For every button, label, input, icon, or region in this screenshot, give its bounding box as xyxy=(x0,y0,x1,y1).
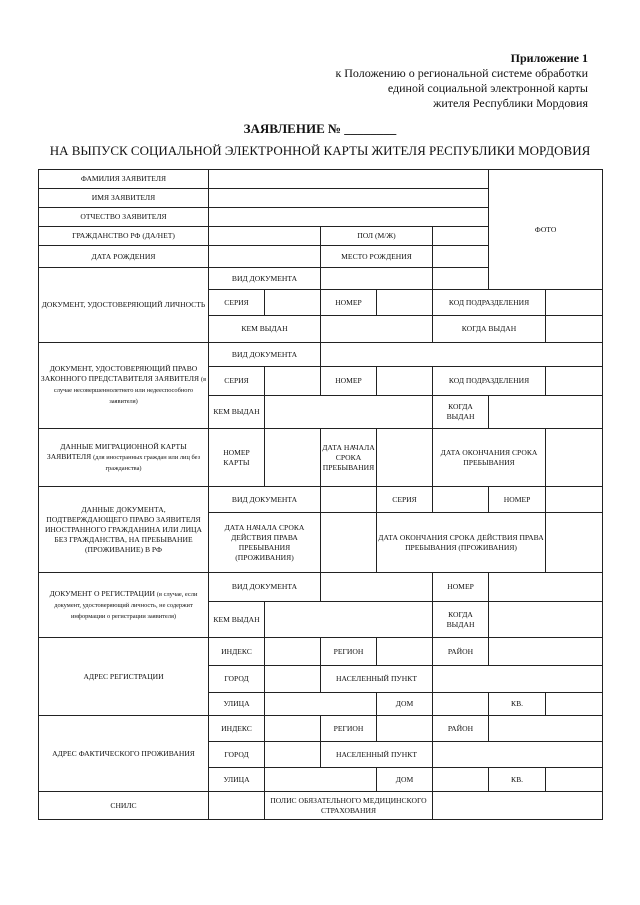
reg-street-field[interactable] xyxy=(265,693,377,716)
right-end-label: ДАТА ОКОНЧАНИЯ СРОКА ДЕЙСТВИЯ ПРАВА ПРЕБЫВАНИЯ (ПРОЖИВАНИЯ) xyxy=(377,513,546,573)
foreign-doc-type-field[interactable] xyxy=(321,487,377,513)
id-issued-by-label: КЕМ ВЫДАН xyxy=(209,316,321,343)
registration-document-label xyxy=(39,573,209,638)
reg-apt-label: КВ. xyxy=(489,693,546,716)
rep-number-field[interactable] xyxy=(377,367,433,396)
rep-dept-code-field[interactable] xyxy=(546,367,603,396)
rep-dept-code-label: КОД ПОДРАЗДЕЛЕНИЯ xyxy=(433,367,546,396)
birth-date-label: ДАТА РОЖДЕНИЯ xyxy=(39,246,209,268)
id-issued-by-field[interactable] xyxy=(321,316,433,343)
name-field[interactable] xyxy=(209,189,489,208)
right-start-label: ДАТА НАЧАЛА СРОКА ДЕЙСТВИЯ ПРАВА ПРЕБЫВАНИЯ (ПРОЖИВАНИЯ) xyxy=(209,513,321,573)
rep-issued-when-label: КОГДА ВЫДАН xyxy=(433,396,489,429)
id-dept-code-label: КОД ПОДРАЗДЕЛЕНИЯ xyxy=(433,290,546,316)
id-issued-when-field[interactable] xyxy=(546,316,603,343)
appendix-line-1: к Положению о региональной системе обработки xyxy=(335,66,588,80)
reg-doc-note: (в случае, если документ, удостоверяющий личность, не содержит информации о регистрации заявителя) xyxy=(54,590,198,620)
rep-number-label: НОМЕР xyxy=(321,367,377,396)
reg-doc-type-label: ВИД ДОКУМЕНТА xyxy=(209,573,321,602)
birth-place-label: МЕСТО РОЖДЕНИЯ xyxy=(321,246,433,268)
rep-doc-type-label: ВИД ДОКУМЕНТА xyxy=(209,343,321,367)
migration-title: ДАННЫЕ МИГРАЦИОННОЙ КАРТЫ ЗАЯВИТЕЛЯ xyxy=(46,441,187,461)
representative-document-label xyxy=(39,343,209,429)
reg-issued-by-field[interactable] xyxy=(265,602,433,638)
fact-house-field[interactable] xyxy=(433,768,489,792)
fact-apt-label: КВ. xyxy=(489,768,546,792)
foreign-series-field[interactable] xyxy=(433,487,489,513)
reg-number-field[interactable] xyxy=(489,573,603,602)
stay-end-field[interactable] xyxy=(546,429,603,487)
citizenship-field[interactable] xyxy=(209,227,321,246)
snils-field[interactable] xyxy=(209,792,265,820)
reg-index-field[interactable] xyxy=(265,638,321,666)
fact-region-label: РЕГИОН xyxy=(321,716,377,742)
surname-label: ФАМИЛИЯ ЗАЯВИТЕЛЯ xyxy=(39,170,209,189)
foreign-series-label: СЕРИЯ xyxy=(377,487,433,513)
reg-city-label: ГОРОД xyxy=(209,666,265,693)
fact-apt-field[interactable] xyxy=(546,768,603,792)
id-dept-code-field[interactable] xyxy=(546,290,603,316)
application-form-table xyxy=(38,169,603,820)
patronymic-field[interactable] xyxy=(209,208,489,227)
id-series-field[interactable] xyxy=(265,290,321,316)
surname-field[interactable] xyxy=(209,170,489,189)
rep-doc-type-field[interactable] xyxy=(321,343,603,367)
reg-issued-by-label: КЕМ ВЫДАН xyxy=(209,602,265,638)
appendix-line-2: единой социальной электронной карты xyxy=(387,81,588,95)
reg-index-label: ИНДЕКС xyxy=(209,638,265,666)
actual-address-label: АДРЕС ФАКТИЧЕСКОГО ПРОЖИВАНИЯ xyxy=(39,716,209,792)
fact-settlement-field[interactable] xyxy=(433,742,603,768)
statement-subject: НА ВЫПУСК СОЦИАЛЬНОЙ ЭЛЕКТРОННОЙ КАРТЫ ЖИТЕЛЯ РЕСПУБЛИКИ МОРДОВИЯ xyxy=(49,143,591,158)
reg-settlement-field[interactable] xyxy=(433,666,603,693)
fact-house-label: ДОМ xyxy=(377,768,433,792)
birth-place-field[interactable] xyxy=(433,246,489,268)
rep-series-label: СЕРИЯ xyxy=(209,367,265,396)
reg-district-field[interactable] xyxy=(489,638,603,666)
id-document-label: ДОКУМЕНТ, УДОСТОВЕРЯЮЩИЙ ЛИЧНОСТЬ xyxy=(39,268,209,343)
reg-region-field[interactable] xyxy=(377,638,433,666)
appendix-line-3: жителя Республики Мордовия xyxy=(433,96,588,110)
fact-city-field[interactable] xyxy=(265,742,321,768)
foreign-number-label: НОМЕР xyxy=(489,487,546,513)
fact-street-label: УЛИЦА xyxy=(209,768,265,792)
rep-issued-by-field[interactable] xyxy=(265,396,433,429)
fact-district-field[interactable] xyxy=(489,716,603,742)
appendix-header xyxy=(335,51,588,111)
fact-district-label: РАЙОН xyxy=(433,716,489,742)
patronymic-label: ОТЧЕСТВО ЗАЯВИТЕЛЯ xyxy=(39,208,209,227)
name-label: ИМЯ ЗАЯВИТЕЛЯ xyxy=(39,189,209,208)
oms-field[interactable] xyxy=(433,792,603,820)
reg-apt-field[interactable] xyxy=(546,693,603,716)
fact-city-label: ГОРОД xyxy=(209,742,265,768)
reg-region-label: РЕГИОН xyxy=(321,638,377,666)
appendix-number: Приложение 1 xyxy=(510,51,588,65)
reg-number-label: НОМЕР xyxy=(433,573,489,602)
birth-date-field[interactable] xyxy=(209,246,321,268)
id-series-label: СЕРИЯ xyxy=(209,290,265,316)
registration-address-label: АДРЕС РЕГИСТРАЦИИ xyxy=(39,638,209,716)
fact-index-label: ИНДЕКС xyxy=(209,716,265,742)
snils-label: СНИЛС xyxy=(39,792,209,820)
reg-house-label: ДОМ xyxy=(377,693,433,716)
id-issued-when-label: КОГДА ВЫДАН xyxy=(433,316,546,343)
migration-card-label xyxy=(39,429,209,487)
id-doc-type-label: ВИД ДОКУМЕНТА xyxy=(209,268,321,290)
sex-field[interactable] xyxy=(433,227,489,246)
migration-note: (для иностранных граждан или лиц без гражданства) xyxy=(93,453,201,472)
card-number-field[interactable] xyxy=(265,429,321,487)
fact-settlement-label: НАСЕЛЕННЫЙ ПУНКТ xyxy=(321,742,433,768)
reg-street-label: УЛИЦА xyxy=(209,693,265,716)
statement-title: ЗАЯВЛЕНИЕ № ________ xyxy=(243,121,397,136)
id-number-field[interactable] xyxy=(377,290,433,316)
reg-city-field[interactable] xyxy=(265,666,321,693)
reg-issued-when-label: КОГДА ВЫДАН xyxy=(433,602,489,638)
reg-house-field[interactable] xyxy=(433,693,489,716)
fact-region-field[interactable] xyxy=(377,716,433,742)
reg-issued-when-field[interactable] xyxy=(489,602,603,638)
fact-street-field[interactable] xyxy=(265,768,377,792)
foreign-doc-type-label: ВИД ДОКУМЕНТА xyxy=(209,487,321,513)
sex-label: ПОЛ (М/Ж) xyxy=(321,227,433,246)
rep-issued-when-field[interactable] xyxy=(489,396,603,429)
right-end-field[interactable] xyxy=(546,513,603,573)
photo-label: ФОТО xyxy=(534,224,557,234)
id-number-label: НОМЕР xyxy=(321,290,377,316)
stay-end-label: ДАТА ОКОНЧАНИЯ СРОКА ПРЕБЫВАНИЯ xyxy=(433,429,546,487)
reg-doc-type-field[interactable] xyxy=(321,573,433,602)
rep-issued-by-label: КЕМ ВЫДАН xyxy=(209,396,265,429)
foreign-number-field[interactable] xyxy=(546,487,603,513)
rep-doc-title: ДОКУМЕНТ, УДОСТОВЕРЯЮЩИЙ ПРАВО ЗАКОННОГО ПРЕДСТАВИТЕЛЯ ЗАЯВИТЕЛЯ xyxy=(40,364,200,383)
citizenship-label: ГРАЖДАНСТВО РФ (ДА/НЕТ) xyxy=(39,227,209,246)
photo-box[interactable] xyxy=(489,170,603,290)
id-doc-type-field[interactable] xyxy=(321,268,433,290)
oms-label: ПОЛИС ОБЯЗАТЕЛЬНОГО МЕДИЦИНСКОГО СТРАХОВАНИЯ xyxy=(265,792,433,820)
right-start-field[interactable] xyxy=(321,513,377,573)
reg-district-label: РАЙОН xyxy=(433,638,489,666)
card-number-label: НОМЕР КАРТЫ xyxy=(209,429,265,487)
stay-start-label: ДАТА НАЧАЛА СРОКА ПРЕБЫВАНИЯ xyxy=(321,429,377,487)
foreign-residence-doc-label: ДАННЫЕ ДОКУМЕНТА, ПОДТВЕРЖДАЮЩЕГО ПРАВО ЗАЯВИТЕЛЯ ИНОСТРАННОГО ГРАЖДАНИНА ИЛИ ЛИЦА БЕЗ ГРАЖДАНСТВА, НА ПРЕБЫВАНИЕ (ПРОЖИВАНИЕ) В РФ xyxy=(39,487,209,573)
reg-settlement-label: НАСЕЛЕННЫЙ ПУНКТ xyxy=(321,666,433,693)
rep-series-field[interactable] xyxy=(265,367,321,396)
stay-start-field[interactable] xyxy=(377,429,433,487)
reg-doc-title: ДОКУМЕНТ О РЕГИСТРАЦИИ xyxy=(49,588,155,598)
rep-doc-note: (в случае несовершеннолетнего или недееспособного заявителя) xyxy=(53,376,207,405)
fact-index-field[interactable] xyxy=(265,716,321,742)
